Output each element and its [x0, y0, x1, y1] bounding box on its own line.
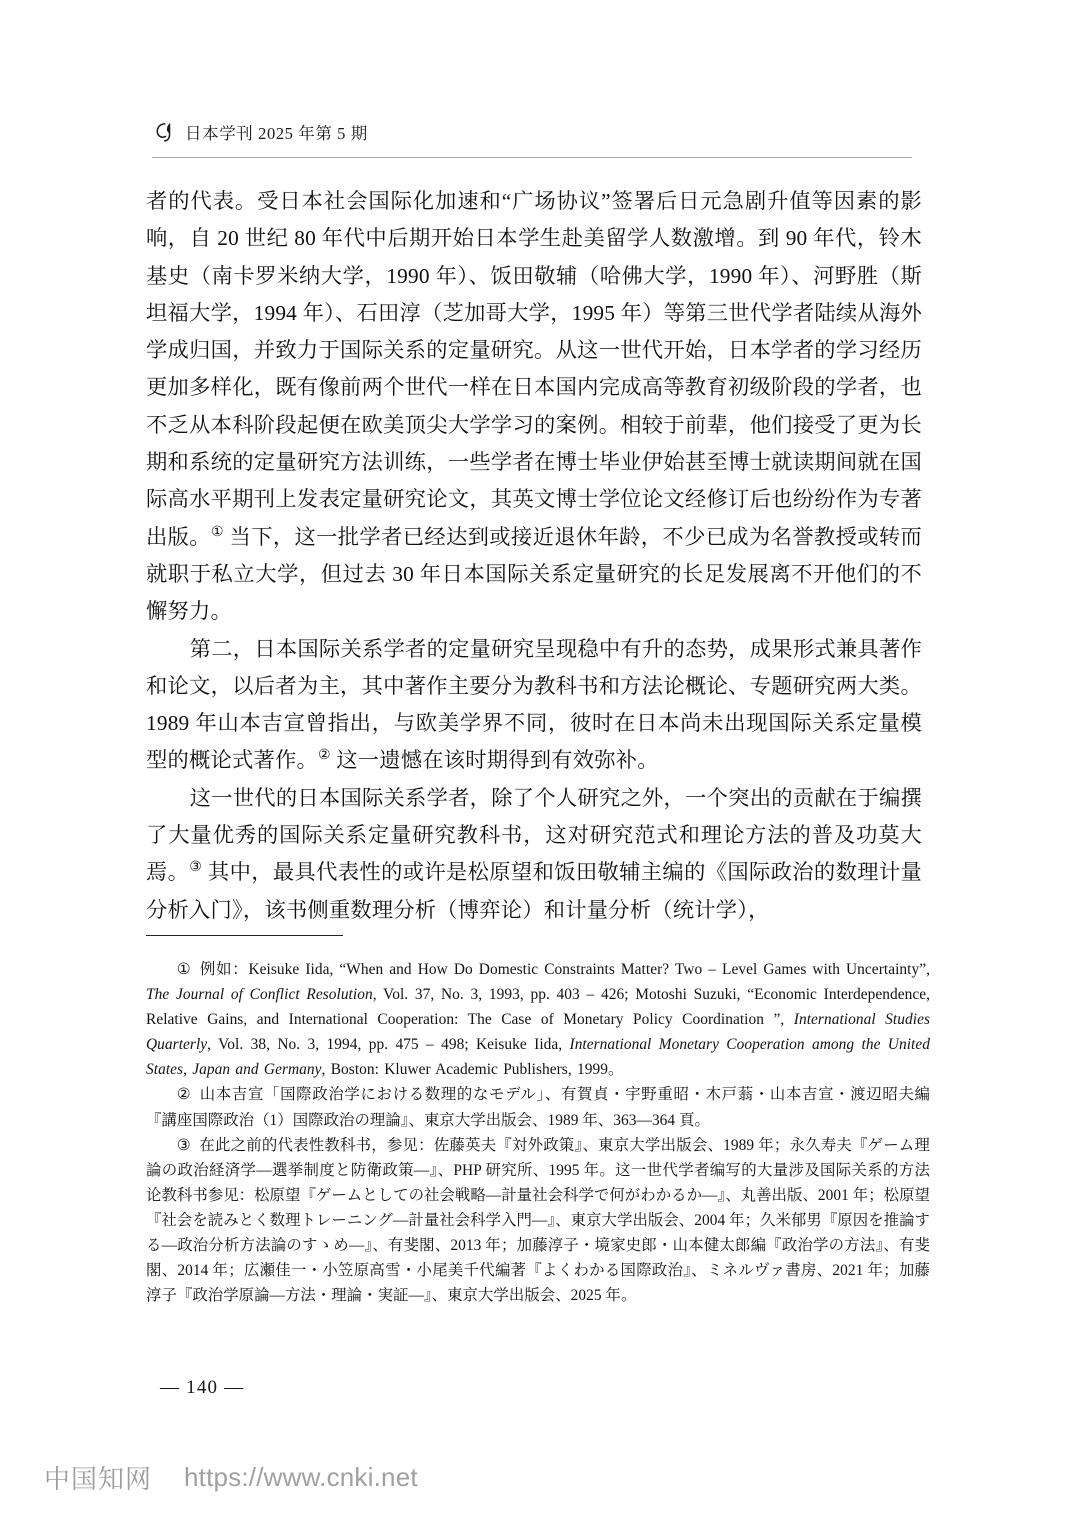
footnote-item: [146, 1082, 930, 1132]
body-paragraph: [146, 631, 922, 780]
footnote-ref-3[interactable]: ③: [189, 859, 203, 876]
paragraph-text: 这一世代的日本国际关系学者，除了个人研究之外，一个突出的贡献在于编撰了大量优秀的国际关系定量研究教科书，这对研究范式和理论方法的普及功莫大焉。: [146, 785, 922, 885]
paragraph-text: 者的代表。受日本社会国际化加速和“广场协议”签署后日元急剧升值等因素的影响，自 20 世纪 80 年代中后期开始日本学生赴美留学人数激增。到 90 年代，铃木基史（南卡罗米纳大学，1990 年）、饭田敬辅（哈佛大学，1990 年）、河野胜（斯坦福大学，1994 年）、石田淳（芝加哥大学，1995 年）等第三世代学者陆续从海外学成归国，并致力于国际关系的定量研究。从这一世代开始，日本学者的学习经历更加多样化，既有像前两个世代一样在日本国内完成高等教育初级阶段的学者，也不乏从本科阶段起便在欧美顶尖大学学习的案例。相较于前辈，他们接受了更为长期和系统的定量研究方法训练，一些学者在博士毕业伊始甚至博士就读期间就在国际高水平期刊上发表定量研究论文，其英文博士学位论文经修订后也纷纷作为专著出版。: [146, 189, 922, 549]
body-paragraph: [146, 780, 922, 929]
footnote-tail: , Boston: Kluwer Academic Publishers, 1999。: [321, 1061, 624, 1079]
paragraph-text-after: 其中，最具代表性的或许是松原望和饭田敬辅主编的《国际政治的数理计量分析入门》，该书侧重数理分析（博弈论）和计量分析（统计学），: [146, 860, 923, 922]
footnote-book-title: International Monetary Cooperation among the United States, Japan and Germany: [146, 1036, 930, 1079]
page-number: — 140 —: [160, 1377, 245, 1398]
footnote-journal-title: The Journal of Conflict Resolution: [146, 986, 373, 1004]
paragraph-text-after: 这一遗憾在该时期得到有效弥补。: [330, 748, 659, 773]
footnote-text: 山本吉宣「国際政治学における数理的なモデル」、有賀貞・宇野重昭・木戸蓊・山本吉宣・渡辺昭夫編『講座国際政治（1）国際政治の理論』、東京大学出版会、1989 年、363—364 頁。: [146, 1086, 930, 1129]
paragraph-text: 第二，日本国际关系学者的定量研究呈现稳中有升的态势，成果形式兼具著作和论文，以后者为主，其中著作主要分为教科书和方法论概论、专题研究两大类。1989 年山本吉宣曾指出，与欧美学界不同，彼时在日本尚未出现国际关系定量模型的概论式著作。: [146, 636, 922, 773]
footnote-list: [146, 957, 930, 1308]
footnote-lead: 例如：Keisuke Iida, “When and How Do Domestic Constraints Matter? Two – Level Games with Uncertainty”,: [199, 961, 930, 978]
footnote-journal-title: International Studies Quarterly: [146, 1011, 930, 1054]
footnote-mid-1: , Vol. 37, No. 3, 1993, pp. 403 – 426; Motoshi Suzuki, “Economic Interdependence, Relative Gains, and International Cooperation: The Case of Monetary Policy Coordination ”,: [146, 986, 930, 1029]
footnote-item: [146, 957, 930, 1082]
watermark-brand: 中国知网: [44, 1464, 153, 1494]
paragraph-text-after: 当下，这一批学者已经达到或接近退休年龄，不少已成为名誉教授或转而就职于私立大学，但过去 30 年日本国际关系定量研究的长足发展离不开他们的不懈努力。: [146, 524, 922, 624]
footnote-marker: ①: [176, 961, 192, 978]
footnote-item: [146, 1133, 930, 1309]
article-body: [146, 183, 922, 929]
body-paragraph: [146, 183, 922, 631]
running-head: [155, 120, 368, 144]
footnote-marker: ②: [176, 1086, 192, 1104]
journal-mark-icon: [155, 122, 176, 143]
running-head-text: 日本学刊 2025 年第 5 期: [185, 124, 368, 143]
footnote-text: 在此之前的代表性教科书，参见：佐藤英夫『対外政策』、東京大学出版会、1989 年；永久寿夫『ゲーム理論の政治経済学—選挙制度と防衛政策—』、PHP 研究所、1995 年。这一世代学者编写的大量涉及国际关系的方法论教科书参见：松原望『ゲームとしての社会戦略—計量社会科学で何がわかるか—』、丸善出版、2001 年；松原望『社会を読みとく数理トレーニング—計量社会科学入門—』、東京大学出版会、2004 年；久米郁男『原因を推論する—政治分析方法論のすゝめ—』、有斐閣、2013 年；加藤淳子・境家史郎・山本健太郎編『政治学の方法』、有斐閣、2014 年；広瀬佳一・小笠原高雪・小尾美千代編著『よくわかる国際政治』、ミネルヴァ書房、2021 年；加藤淳子『政治学原論—方法・理論・実証—』、東京大学出版会、2025 年。: [146, 1136, 930, 1305]
footnote-divider: [146, 935, 343, 936]
footnote-marker: ③: [176, 1136, 191, 1154]
footnote-ref-1[interactable]: ①: [210, 523, 224, 540]
footnote-ref-2[interactable]: ②: [317, 747, 331, 764]
footnote-mid-2: , Vol. 38, No. 3, 1994, pp. 475 – 498; Keisuke Iida,: [207, 1036, 570, 1054]
watermark-url: https://www.cnki.net: [184, 1462, 418, 1492]
header-divider: [152, 157, 912, 158]
cnki-watermark: [44, 1459, 418, 1496]
